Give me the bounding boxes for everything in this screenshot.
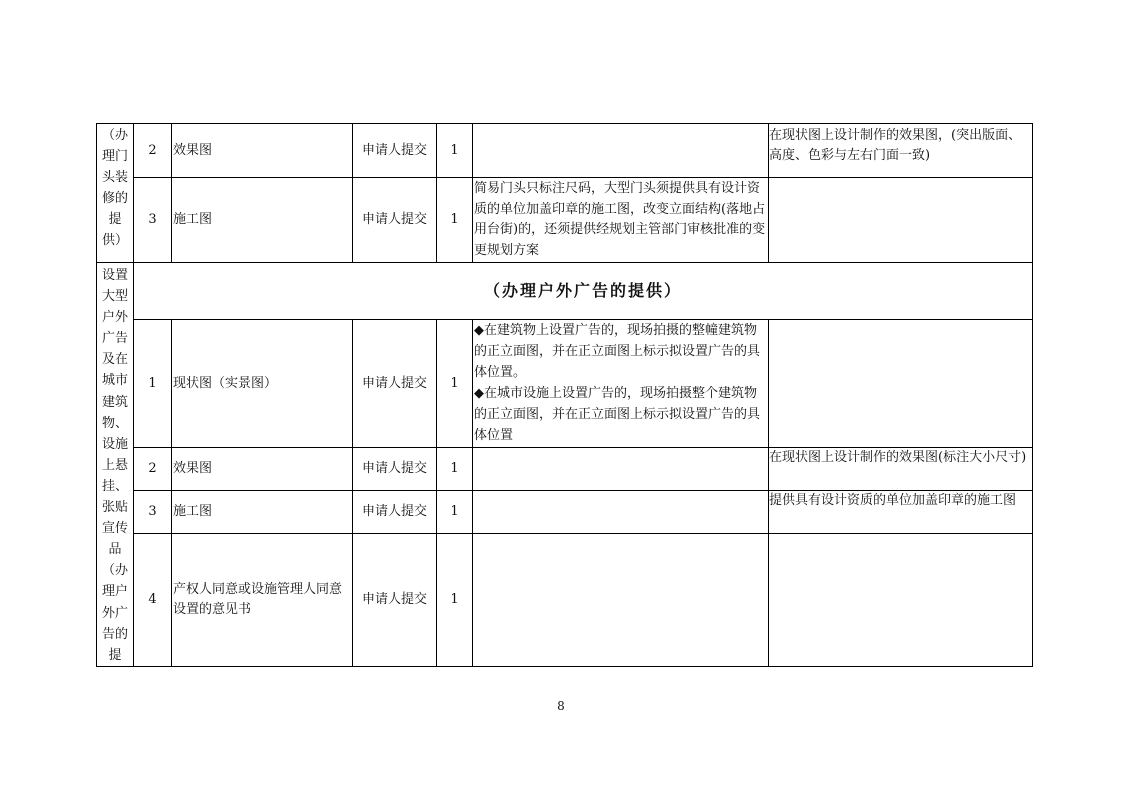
category-label-line: 户外	[101, 310, 128, 326]
category-label-line: 设施	[101, 436, 128, 452]
category-label-line: 供）	[101, 233, 128, 248]
material-source: 申请人提交	[361, 504, 427, 519]
requirement-text	[474, 534, 766, 666]
section-title: （办理户外广告的提供）	[483, 281, 682, 300]
row-number: 4	[148, 592, 157, 607]
material-source: 申请人提交	[361, 375, 427, 391]
note-text	[769, 178, 1032, 262]
material-name: 效果图	[173, 142, 213, 158]
row-number: 2	[148, 461, 157, 476]
category-label-line: 提	[108, 647, 122, 663]
material-name: 现状图（实景图）	[173, 375, 278, 391]
copy-count: 1	[450, 461, 459, 476]
category-label-line: 告的	[101, 626, 128, 642]
copy-count: 1	[450, 375, 459, 391]
row-number: 3	[148, 212, 157, 227]
copy-count: 1	[450, 212, 459, 227]
category-label-line: 外广	[101, 605, 128, 621]
requirement-text	[474, 320, 768, 447]
row-number: 3	[148, 504, 157, 519]
note-text: 在现状图上设计制作的效果图，(突出版面、高度、色彩与左右门面一致)	[769, 128, 1022, 163]
material-name: 施工图	[173, 504, 213, 519]
row-number: 1	[148, 375, 157, 391]
copy-count: 1	[450, 504, 459, 519]
material-source: 申请人提交	[361, 212, 427, 227]
material-name: 产权人同意或设施管理人同意设置的意见书	[173, 582, 343, 617]
category-label-outdoor-ad	[97, 263, 133, 668]
category-label-line: 修的	[101, 191, 128, 206]
category-label-line: 挂、	[101, 478, 128, 494]
requirement-text	[474, 448, 766, 490]
note-text: 提供具有设计资质的单位加盖印章的施工图	[769, 493, 1017, 508]
requirement-text	[474, 491, 766, 533]
category-label-line: 城市	[101, 373, 128, 389]
copy-count: 1	[450, 592, 459, 607]
page-number: 8	[557, 699, 565, 713]
note-text	[769, 534, 1032, 666]
note-text: 在现状图上设计制作的效果图(标注大小尺寸)	[769, 450, 1027, 465]
row-number: 2	[148, 142, 157, 158]
material-source: 申请人提交	[361, 142, 427, 158]
requirement-text: 简易门头只标注尺码，大型门头须提供具有设计资质的单位加盖印章的施工图，改变立面结构(落地占用台街)的，还须提供经规划主管部门审核批准的变更规划方案	[474, 181, 766, 258]
category-label-line: 广告	[101, 331, 128, 347]
material-source: 申请人提交	[361, 592, 427, 607]
category-label-line: 理门	[101, 149, 128, 164]
category-label-line: （办	[101, 563, 128, 579]
category-label-line: （办	[101, 128, 128, 143]
category-label-line: 提	[108, 212, 122, 227]
category-label-line: 品	[108, 542, 122, 558]
material-name: 施工图	[173, 212, 213, 227]
requirement-bullet: ◆在建筑物上设置广告的，现场拍摄的整幢建筑物的正立面图，并在正立面图上标示拟设置广告的具体位置。	[474, 323, 761, 380]
category-label-line: 宣传	[101, 521, 128, 537]
material-name: 效果图	[173, 461, 213, 476]
category-label-line: 建筑	[101, 394, 128, 410]
category-label-storefront	[97, 124, 133, 263]
material-source: 申请人提交	[361, 461, 427, 476]
requirement-text	[474, 124, 766, 177]
category-label-line: 大型	[101, 289, 128, 305]
category-label-line: 设置	[101, 268, 128, 283]
category-label-line: 理户	[101, 584, 128, 600]
category-label-line: 头装	[101, 170, 128, 185]
category-label-line: 张贴	[101, 500, 128, 516]
category-label-line: 上悬	[101, 457, 128, 473]
note-text	[769, 320, 1032, 447]
category-label-line: 及在	[101, 352, 128, 368]
category-label-line: 物、	[101, 415, 128, 431]
requirement-bullet: ◆在城市设施上设置广告的，现场拍摄整个建筑物的正立面图，并在正立面图上标示拟设置广告的具体位置	[474, 386, 761, 443]
copy-count: 1	[450, 142, 459, 158]
